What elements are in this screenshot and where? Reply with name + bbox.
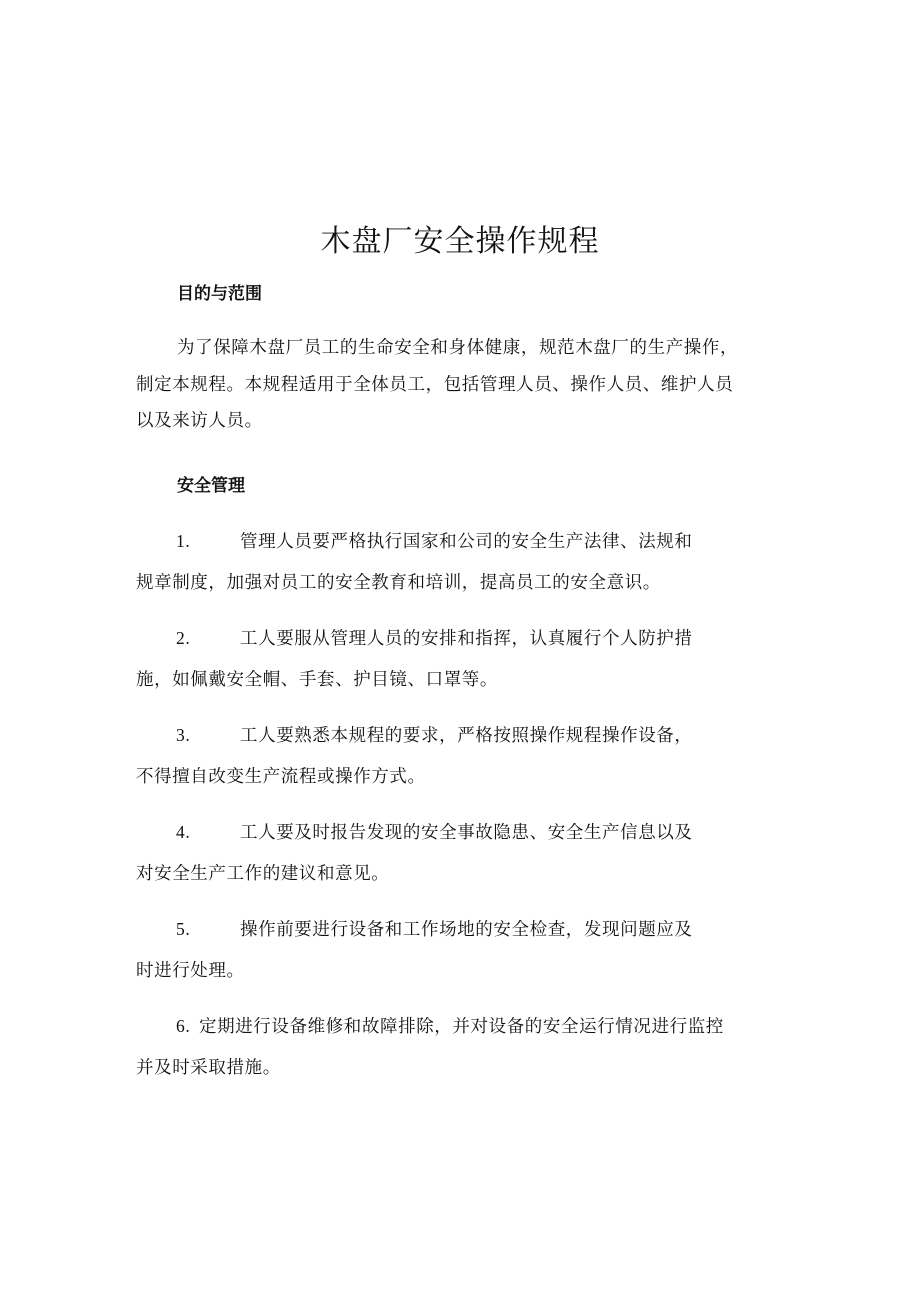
list-item-number: 3. bbox=[176, 725, 191, 745]
list-item-text: 对安全生产工作的建议和意见。 bbox=[136, 864, 390, 884]
list-item-text: 规章制度，加强对员工的安全教育和培训，提高员工的安全意识。 bbox=[136, 573, 661, 593]
list-item-text: 工人要及时报告发现的安全事故隐患、安全生产信息以及 bbox=[240, 823, 693, 843]
paragraph-line: 制定本规程。本规程适用于全体员工，包括管理人员、操作人员、维护人员 bbox=[136, 374, 734, 395]
list-item bbox=[136, 521, 816, 604]
list-item-text: 操作前要进行设备和工作场地的安全检查，发现问题应及 bbox=[240, 920, 693, 940]
paragraph-line: 为了保障木盘厂员工的生命安全和身体健康，规范木盘厂的生产操作， bbox=[177, 338, 739, 358]
list-item-number: 2. bbox=[176, 628, 191, 648]
list-item bbox=[136, 812, 816, 895]
list-item-text: 时进行处理。 bbox=[136, 961, 245, 981]
list-item-text: 工人要熟悉本规程的要求，严格按照操作规程操作设备， bbox=[240, 726, 693, 746]
list-item-text: 定期进行设备维修和故障排除，并对设备的安全运行情况进行监控 bbox=[199, 1017, 724, 1037]
section-heading-purpose: 目的与范围 bbox=[177, 284, 262, 304]
document-title: 木盘厂安全操作规程 bbox=[320, 224, 600, 259]
list-item bbox=[136, 715, 816, 798]
list-item-number: 4. bbox=[176, 822, 191, 842]
list-item-text: 管理人员要严格执行国家和公司的安全生产法律、法规和 bbox=[240, 532, 693, 552]
list-item-number: 5. bbox=[176, 919, 191, 939]
list-item-text: 并及时采取措施。 bbox=[136, 1058, 281, 1078]
list-item-number: 6. bbox=[176, 1016, 191, 1036]
list-item bbox=[136, 909, 816, 992]
list-item-text: 施，如佩戴安全帽、手套、护目镜、口罩等。 bbox=[136, 670, 498, 690]
list-item bbox=[136, 1006, 816, 1089]
list-item-text: 工人要服从管理人员的安排和指挥，认真履行个人防护措 bbox=[240, 629, 693, 649]
list-item-text: 不得擅自改变生产流程或操作方式。 bbox=[136, 767, 426, 787]
section-heading-safety: 安全管理 bbox=[177, 476, 245, 496]
list-item bbox=[136, 618, 816, 701]
paragraph-line: 以及来访人员。 bbox=[136, 411, 263, 431]
purpose-paragraph bbox=[136, 330, 816, 440]
list-item-number: 1. bbox=[176, 531, 191, 551]
